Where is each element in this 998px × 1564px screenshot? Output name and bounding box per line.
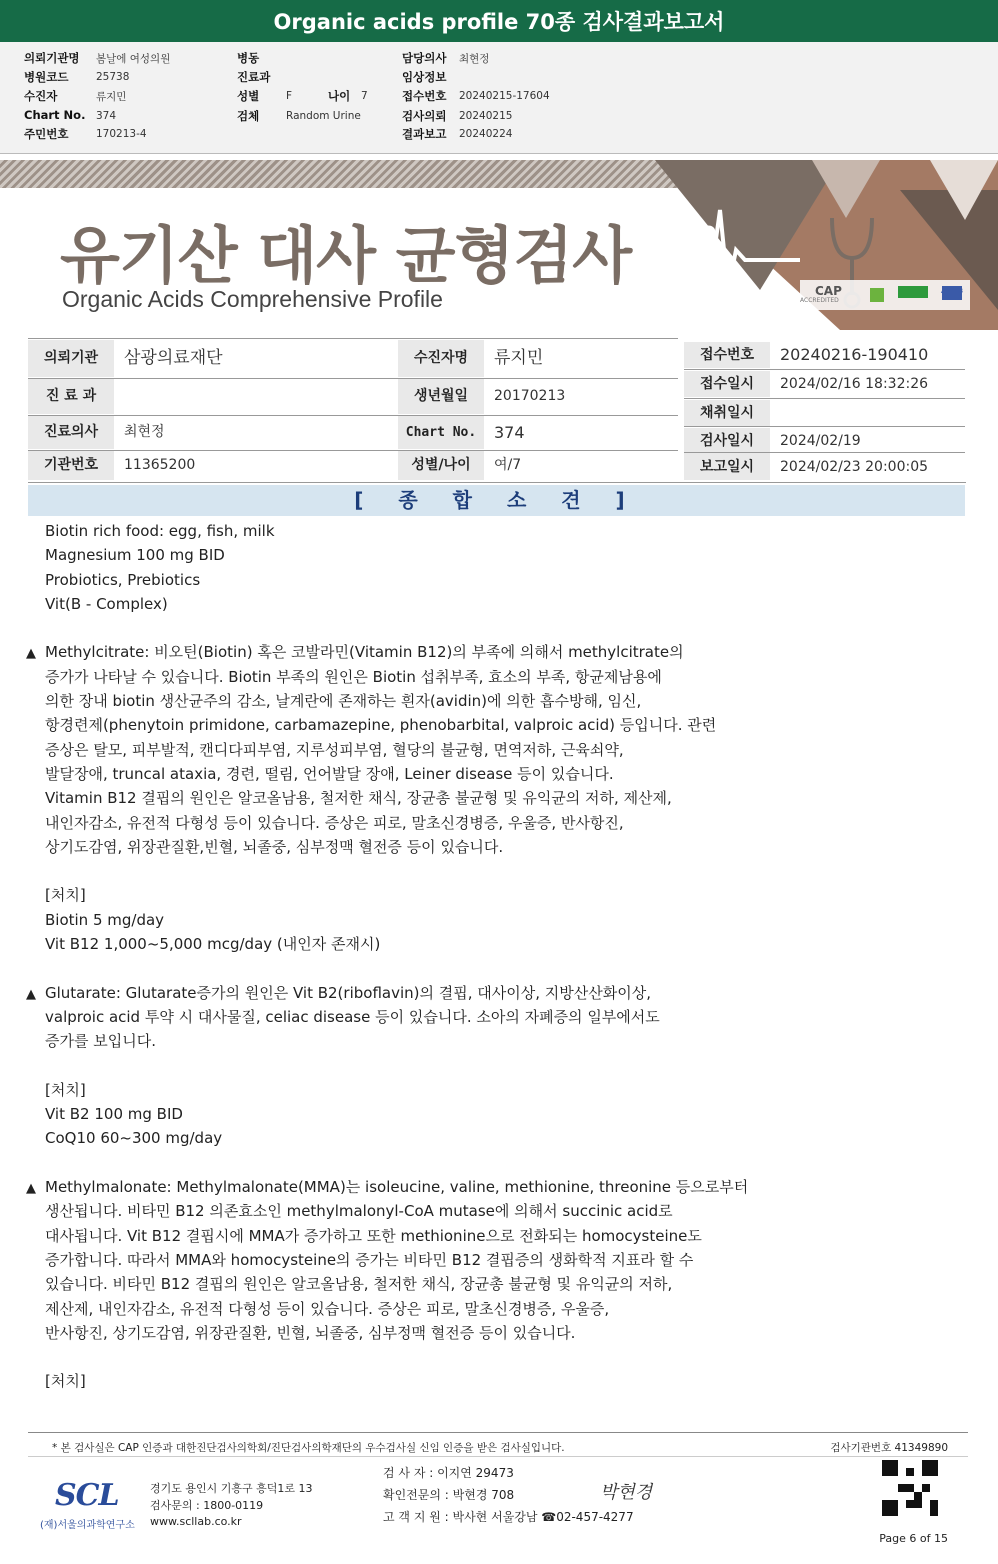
value-receipt_dt: 2024/02/16 18:32:26 [780, 376, 929, 392]
value-test_dt: 2024/02/19 [780, 433, 861, 449]
report-title: Organic acids profile 70종 검사결과보고서 [0, 0, 998, 42]
text-line [26, 616, 846, 640]
label-collect_dt: 채취일시 [684, 400, 770, 426]
line-text: 증가합니다. 따라서 MMA와 homocysteine의 증가는 비타민 B12 결핍증의 생화학적 지표라 할 수 [45, 1250, 694, 1269]
label-patient: 수진자명 [398, 340, 484, 377]
lab-address: 경기도 용인시 기흥구 흥덕1로 13 [150, 1482, 313, 1495]
footer-divider-2 [28, 1456, 968, 1457]
text-line [26, 1321, 846, 1345]
header-label: Chart No. [24, 108, 86, 122]
header-label: 결과보고 [402, 127, 447, 141]
header-label: 검체 [237, 109, 260, 123]
header-value: 최현정 [459, 53, 490, 65]
line-text: valproic acid 투약 시 대사물질, celiac disease 등이 있습니다. 소아의 자폐증의 일부에서도 [45, 1007, 660, 1026]
age-value: 7 [361, 90, 368, 102]
text-line [26, 883, 846, 907]
line-text: [처치] [45, 886, 86, 905]
header-label: 병동 [237, 51, 260, 65]
text-line [26, 1272, 846, 1296]
line-text: Vit(B - Complex) [45, 594, 168, 613]
header-value: 374 [96, 110, 117, 122]
line-text: Vit B12 1,000~5,000 mcg/day (내인자 존재시) [45, 935, 381, 954]
triangle-bullet-icon: ▲ [26, 646, 36, 662]
line-text: Vitamin B12 결핍의 원인은 알코올남용, 철저한 채식, 장균총 불균형 및 유익균의 저하, 제산제, [45, 789, 672, 808]
header-label: 담당의사 [402, 51, 447, 65]
value-receipt_no: 20240216-190410 [780, 345, 929, 364]
text-line [26, 543, 846, 567]
text-line [26, 1126, 846, 1150]
text-line [26, 713, 846, 737]
line-text: Biotin 5 mg/day [45, 910, 165, 929]
line-text: 상기도감염, 위장관질환,빈혈, 뇌졸중, 심부정맥 혈전증 등이 있습니다. [45, 837, 504, 856]
text-line [26, 1369, 846, 1393]
label-chart: Chart No. [398, 416, 484, 449]
text-line [26, 1029, 846, 1053]
header-label: 접수번호 [402, 89, 447, 103]
header-value: 봄날에 여성의원 [96, 53, 171, 65]
scl-logo: SCL [55, 1478, 119, 1513]
scl-logo-subtitle: (재)서울의과학연구소 [40, 1520, 135, 1531]
footer-divider [28, 1432, 968, 1433]
cap-logo-text: CAP [815, 284, 842, 298]
confirmer-info: 확인전문의 : 박현경 708 [383, 1488, 515, 1502]
anab-logo-text: ANAB [941, 287, 964, 295]
table-rule [28, 482, 966, 483]
text-line [26, 1054, 846, 1078]
banner-title-ko: 유기산 대사 균형검사 [60, 219, 632, 292]
label-inst_no: 기관번호 [28, 451, 114, 480]
text-line [26, 568, 846, 592]
text-line [26, 908, 846, 932]
page-number: Page 6 of 15 [879, 1532, 948, 1545]
text-line [26, 1102, 846, 1126]
header-value: 20240215-17604 [459, 90, 550, 102]
table-rule [28, 378, 678, 379]
text-line [26, 1224, 846, 1248]
line-text: 발달장애, truncal ataxia, 경련, 떨림, 언어발달 장애, Leiner disease 등이 있습니다. [45, 764, 614, 783]
line-text: [처치] [45, 1372, 86, 1391]
header-value: F [286, 90, 293, 102]
value-report_dt: 2024/02/23 20:00:05 [780, 459, 929, 475]
table-rule [28, 450, 678, 451]
table-rule [28, 338, 678, 339]
text-line [26, 1345, 846, 1369]
support-info: 고 객 지 원 : 박사현 서울강남 ☎02-457-4277 [383, 1510, 634, 1524]
text-line [26, 1248, 846, 1272]
signature: 박현경 [600, 1482, 653, 1503]
value-inst_no: 11365200 [124, 457, 196, 473]
header-label: 성별 [237, 89, 260, 103]
table-rule [28, 415, 678, 416]
line-text: Methylmalonate: Methylmalonate(MMA)는 isoleucine, valine, methionine, threonine 등으로부터 [45, 1178, 749, 1197]
age-label: 나이 [328, 89, 351, 103]
value-doctor: 최현정 [124, 424, 165, 440]
finding-heading-line [26, 1175, 846, 1199]
line-text: 증상은 탈모, 피부발적, 캔디다피부염, 지루성피부염, 혈당의 불균형, 면역저하, 근육쇠약, [45, 740, 624, 759]
line-text: 항경련제(phenytoin primidone, carbamazepine, phenobarbital, valproic acid) 등입니다. 관련 [45, 716, 717, 735]
header-label: 수진자 [24, 89, 58, 103]
value-institution: 삼광의료재단 [124, 348, 223, 368]
request-info-box [0, 42, 998, 154]
line-text: Magnesium 100 mg BID [45, 546, 225, 565]
text-line [26, 738, 846, 762]
text-line [26, 835, 846, 859]
triangle-bullet-icon: ▲ [26, 1181, 36, 1197]
summary-body [26, 519, 846, 1394]
text-line [26, 1297, 846, 1321]
label-department: 진 료 과 [28, 379, 114, 414]
text-line [26, 811, 846, 835]
header-label: 임상정보 [402, 70, 447, 84]
line-text: 증가가 나타날 수 있습니다. Biotin 부족의 원인은 Biotin 섭취부족, 효소의 부족, 항균제남용에 [45, 667, 662, 686]
label-birth: 생년월일 [398, 379, 484, 414]
line-text: 내인자감소, 유전적 다형성 등이 있습니다. 증상은 피로, 말초신경병증, 우울증, 반사항진, [45, 813, 624, 832]
table-rule [684, 426, 965, 427]
line-text: [처치] [45, 1080, 86, 1099]
certification-note: * 본 검사실은 CAP 인증과 대한진단검사의학회/진단검사의학재단의 우수검사실 신임 인증을 받은 검사실입니다. [52, 1442, 565, 1454]
text-line [26, 956, 846, 980]
line-text: 있습니다. 비타민 B12 결핍의 원인은 알코올남용, 철저한 채식, 장균총 불균형 및 유익균의 저하, [45, 1275, 673, 1294]
text-line [26, 689, 846, 713]
line-text: Vit B2 100 mg BID [45, 1105, 183, 1124]
cap-accredited-text: ACCREDITED [800, 297, 839, 304]
label-receipt_dt: 접수일시 [684, 371, 770, 397]
header-label: 주민번호 [24, 127, 69, 141]
line-text: CoQ10 60~300 mg/day [45, 1129, 223, 1148]
label-test_dt: 검사일시 [684, 428, 770, 454]
lab-contact: 검사문의 : 1800-0119 [150, 1499, 264, 1512]
line-text: Glutarate: Glutarate증가의 원인은 Vit B2(riboflavin)의 결핍, 대사이상, 지방산산화이상, [45, 983, 651, 1002]
text-line [26, 859, 846, 883]
line-text: Methylcitrate: 비오틴(Biotin) 혹은 코발라민(Vitamin B12)의 부족에 의해서 methylcitrate의 [45, 643, 684, 662]
text-line [26, 1151, 846, 1175]
line-text: Biotin rich food: egg, fish, milk [45, 522, 275, 540]
line-text: 의한 장내 biotin 생산균주의 감소, 날계란에 존재하는 흰자(avidin)에 의한 흡수방해, 임신, [45, 692, 642, 711]
value-sex_age: 여/7 [494, 457, 522, 473]
finding-heading-line [26, 640, 846, 664]
label-institution: 의뢰기관 [28, 340, 114, 377]
label-doctor: 진료의사 [28, 416, 114, 449]
line-text: Probiotics, Prebiotics [45, 570, 201, 589]
value-department [116, 379, 396, 414]
lab-website[interactable]: www.scllab.co.kr [150, 1515, 242, 1528]
triangle-bullet-icon: ▲ [26, 986, 36, 1002]
label-receipt_no: 접수번호 [684, 342, 770, 368]
text-line [26, 1199, 846, 1223]
value-chart: 374 [494, 423, 525, 442]
lab-code: 검사기관번호 41349890 [830, 1442, 948, 1454]
text-line [26, 1005, 846, 1029]
tester-info: 검 사 자 : 이지연 29473 [383, 1466, 514, 1480]
table-rule [684, 452, 965, 453]
value-birth: 20170213 [494, 388, 566, 404]
line-text: 제산제, 내인자감소, 유전적 다형성 등이 있습니다. 증상은 피로, 말초신경병증, 우울증, [45, 1299, 610, 1318]
value-collect_dt [772, 400, 965, 426]
header-label: 병원코드 [24, 70, 69, 84]
banner-title-en: Organic Acids Comprehensive Profile [62, 286, 443, 312]
text-line [26, 519, 846, 543]
text-line [26, 786, 846, 810]
label-sex_age: 성별/나이 [398, 451, 484, 480]
line-text: 반사항진, 상기도감염, 위장관질환, 빈혈, 뇌졸중, 심부정맥 혈전증 등이 있습니다. [45, 1323, 576, 1342]
text-line [26, 665, 846, 689]
header-label: 검사의뢰 [402, 109, 447, 123]
text-line [26, 592, 846, 616]
header-label: 진료과 [237, 70, 271, 84]
header-value: 20240224 [459, 128, 513, 140]
label-report_dt: 보고일시 [684, 454, 770, 480]
line-text: 증가를 보입니다. [45, 1032, 156, 1051]
header-value: 25738 [96, 71, 130, 83]
line-text: 대사됩니다. Vit B12 결핍시에 MMA가 증가하고 또한 methionine으로 전화되는 homocysteine도 [45, 1226, 702, 1245]
qr-code [882, 1460, 938, 1516]
table-rule [684, 398, 965, 399]
header-value: 20240215 [459, 110, 513, 122]
header-label: 의뢰기관명 [24, 51, 80, 65]
value-patient: 류지민 [494, 348, 544, 368]
text-line [26, 1078, 846, 1102]
header-value: Random Urine [286, 110, 361, 122]
text-line [26, 932, 846, 956]
header-value: 170213-4 [96, 128, 147, 140]
finding-heading-line [26, 981, 846, 1005]
line-text: 생산됩니다. 비타민 B12 의존효소인 methylmalonyl-CoA mutase에 의해서 succinic acid로 [45, 1202, 673, 1221]
text-line [26, 762, 846, 786]
header-value: 류지민 [96, 91, 127, 103]
summary-heading: [ 종 합 소 견 ] [28, 485, 965, 516]
table-rule [684, 369, 965, 370]
